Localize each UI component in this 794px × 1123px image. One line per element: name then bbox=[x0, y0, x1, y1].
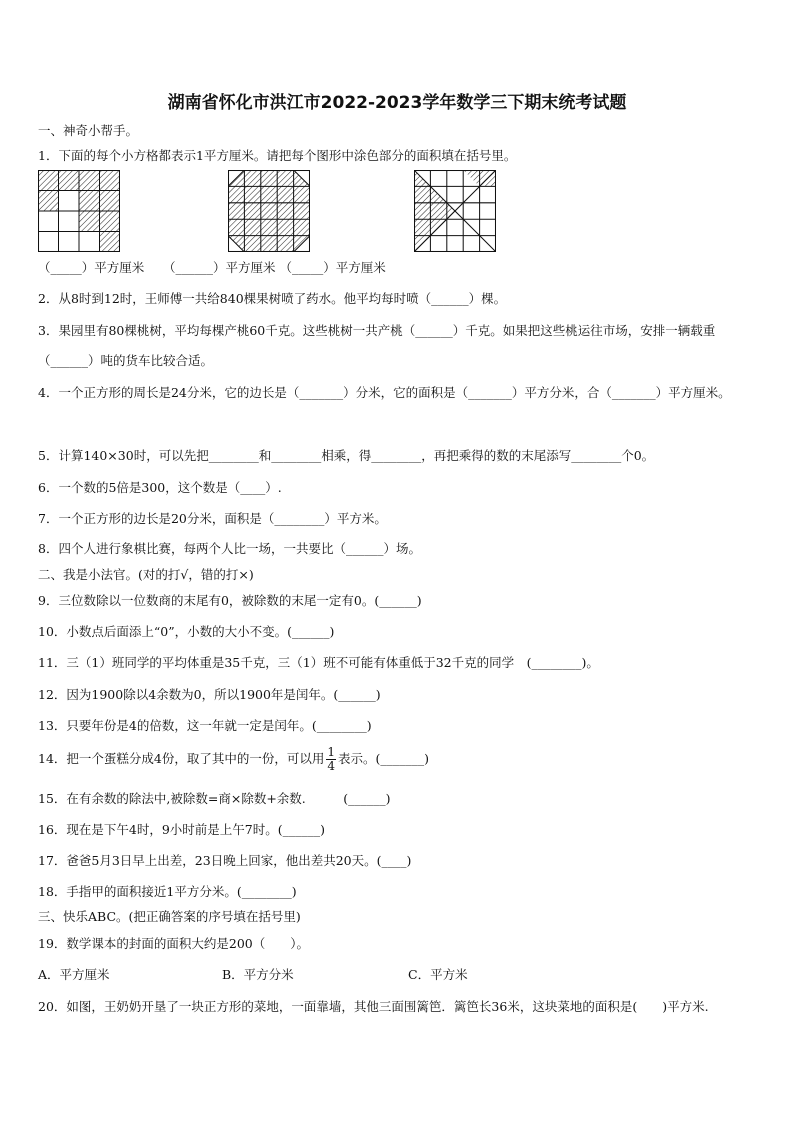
section-2-heading: 二、我是小法官。(对的打√，错的打×) bbox=[38, 567, 254, 582]
question-11: 11．三（1）班同学的平均体重是35千克，三（1）班不可能有体重低于32千克的同学 (________)。 bbox=[38, 655, 599, 670]
question-7: 7．一个正方形的边长是20分米，面积是（________）平方米。 bbox=[38, 511, 387, 526]
question-16: 16．现在是下午4时，9小时前是上午7时。(______) bbox=[38, 822, 326, 837]
question-13: 13．只要年份是4的倍数，这一年就一定是闰年。(________) bbox=[38, 718, 372, 733]
fraction-one-quarter: $\frac{1}{4}$ bbox=[327, 745, 336, 773]
question-14-text: 14．把一个蛋糕分成4份，取了其中的一份，可以用 bbox=[38, 751, 325, 766]
question-1: 1．下面的每个小方格都表示1平方厘米。请把每个图形中涂色部分的面积填在括号里。 bbox=[38, 148, 517, 163]
question-15: 15．在有余数的除法中,被除数=商×除数+余数. (______) bbox=[38, 791, 391, 806]
question-14 bbox=[38, 744, 760, 774]
section-1-heading: 一、神奇小帮手。 bbox=[38, 123, 139, 138]
question-5: 5．计算140×30时，可以先把________和________相乘，得________，再把乘得的数的末尾添写________个0。 bbox=[38, 448, 655, 463]
grid-figure-c bbox=[414, 170, 496, 252]
question-20: 20．如图，王奶奶开垦了一块正方形的菜地，一面靠墙，其他三面围篱笆．篱笆长36米，这块菜地的面积是( )平方米. bbox=[38, 999, 709, 1014]
question-17: 17．爸爸5月3日早上出差，23日晚上回家，他出差共20天。(____) bbox=[38, 853, 412, 868]
question-19: 19．数学课本的封面的面积大约是200（ ）。 bbox=[38, 936, 310, 951]
question-10: 10．小数点后面添上“0”，小数的大小不变。(______) bbox=[38, 624, 335, 639]
question-18: 18．手指甲的面积接近1平方分米。(________) bbox=[38, 884, 297, 899]
page-title: 湖南省怀化市洪江市2022-2023学年数学三下期末统考试题 bbox=[167, 93, 627, 113]
question-9: 9．三位数除以一位数商的末尾有0，被除数的末尾一定有0。(______) bbox=[38, 593, 422, 608]
grid-figure-b bbox=[228, 170, 310, 252]
question-2: 2．从8时到12时，王师傅一共给840棵果树喷了药水。他平均每时喷（______）棵。 bbox=[38, 291, 507, 306]
question-1-answers: （_____）平方厘米 （______）平方厘米 （_____）平方厘米 bbox=[38, 260, 386, 275]
question-12: 12．因为1900除以4余数为0，所以1900年是闰年。(______) bbox=[38, 687, 381, 702]
option-c: C．平方米 bbox=[408, 967, 468, 982]
section-3-heading: 三、快乐ABC。(把正确答案的序号填在括号里) bbox=[38, 909, 301, 924]
option-a: A．平方厘米 bbox=[38, 967, 110, 982]
question-3: 3．果园里有80棵桃树，平均每棵产桃60千克。这些桃树一共产桃（______）千克。如果把这些桃运往市场，安排一辆载重（______）吨的货车比较合适。 bbox=[38, 323, 716, 368]
question-6: 6．一个数的5倍是300，这个数是（____）. bbox=[38, 480, 282, 495]
question-4: 4．一个正方形的周长是24分米，它的边长是（_______）分米，它的面积是（_______）平方分米，合（_______）平方厘米。 bbox=[38, 385, 731, 400]
grid-figure-a bbox=[38, 170, 120, 252]
question-14-tail: 表示。(_______) bbox=[338, 751, 430, 766]
option-b: B．平方分米 bbox=[222, 967, 294, 982]
question-8: 8．四个人进行象棋比赛，每两个人比一场，一共要比（______）场。 bbox=[38, 541, 421, 556]
